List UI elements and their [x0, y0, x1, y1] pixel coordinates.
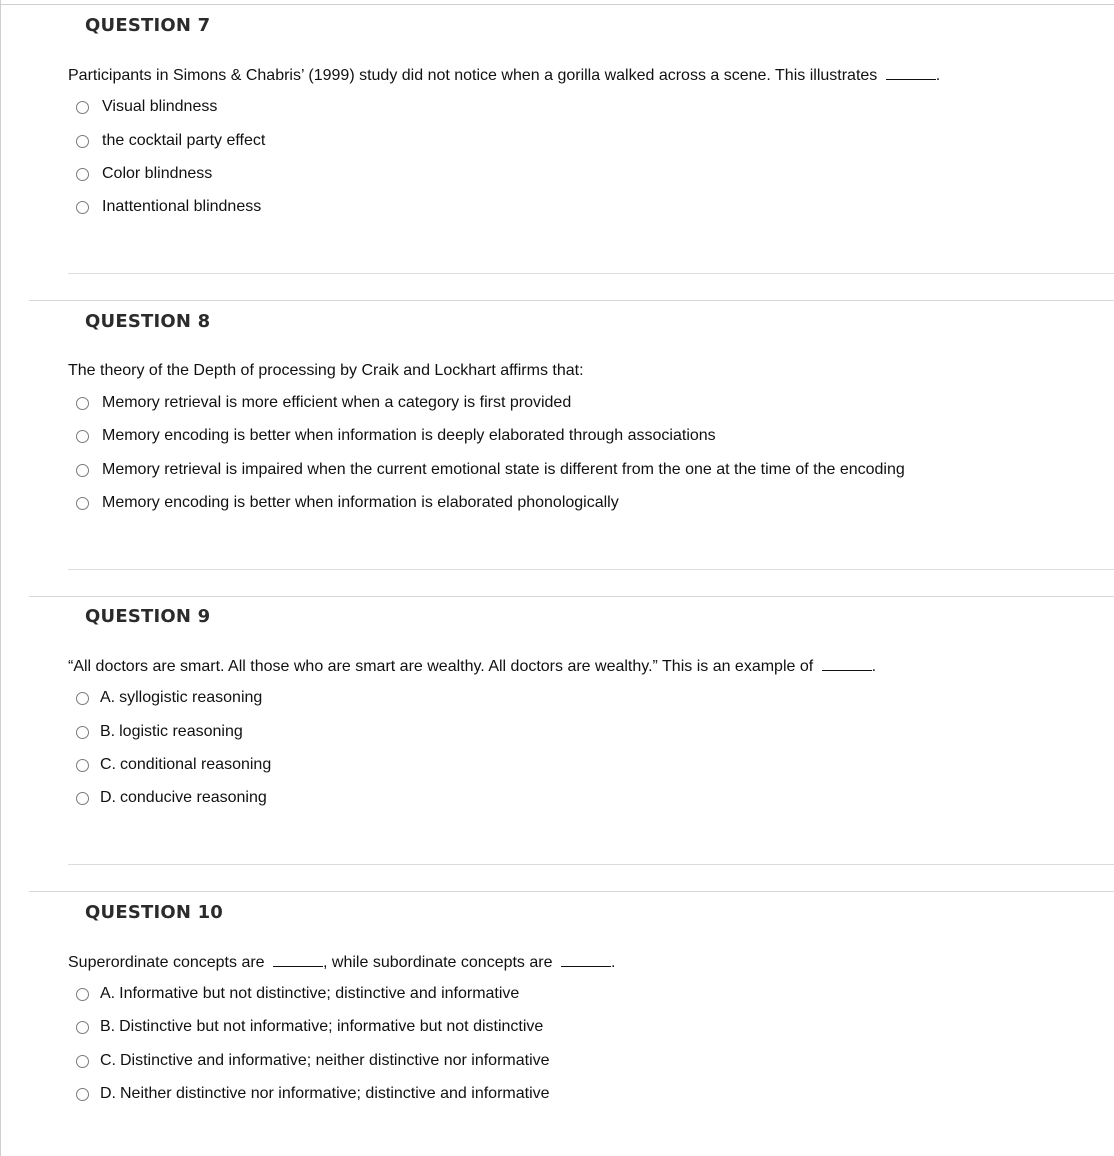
- answer-blank: [822, 656, 872, 671]
- option-inattentional-blindness[interactable]: [76, 197, 261, 217]
- question-title: QUESTION 8: [85, 311, 211, 332]
- question-divider: [68, 273, 1114, 274]
- radio-button[interactable]: [76, 168, 89, 181]
- option-a[interactable]: [76, 984, 519, 1004]
- option-letter: C.: [100, 756, 116, 773]
- option-label: conditional reasoning: [120, 756, 272, 773]
- radio-button[interactable]: [76, 497, 89, 510]
- radio-button[interactable]: [76, 201, 89, 214]
- question-prompt: [68, 952, 615, 973]
- option-encoding-phonological[interactable]: [76, 493, 619, 513]
- radio-button[interactable]: [76, 1088, 89, 1101]
- prompt-text: “All doctors are smart. All those who are smart are wealthy. All doctors are wealthy.” This is an example of: [68, 658, 814, 675]
- radio-button[interactable]: [76, 135, 89, 148]
- prompt-text: The theory of the Depth of processing by Craik and Lockhart affirms that:: [68, 362, 584, 379]
- option-letter: B.: [100, 1018, 116, 1035]
- option-letter: C.: [100, 1052, 116, 1069]
- answer-blank: [273, 952, 323, 967]
- option-retrieval-emotional-state[interactable]: [76, 460, 905, 480]
- option-label: Visual blindness: [102, 98, 218, 115]
- question-title: QUESTION 7: [85, 15, 211, 36]
- question-separator: [29, 300, 1114, 301]
- question-prompt: [68, 656, 876, 677]
- question-prompt: [68, 361, 584, 381]
- radio-button[interactable]: [76, 397, 89, 410]
- option-letter: D.: [100, 1085, 116, 1102]
- option-c[interactable]: [76, 1051, 550, 1071]
- option-letter: B.: [100, 723, 116, 740]
- prompt-end: .: [610, 954, 616, 971]
- option-letter: D.: [100, 789, 116, 806]
- option-label: Informative but not distinctive; distinctive and informative: [119, 985, 520, 1002]
- question-title: QUESTION 10: [85, 902, 224, 923]
- radio-button[interactable]: [76, 792, 89, 805]
- option-label: conducive reasoning: [120, 789, 267, 806]
- option-label: Memory retrieval is impaired when the current emotional state is different from the one at the time of the encoding: [102, 461, 905, 478]
- option-cocktail-party-effect[interactable]: [76, 131, 265, 151]
- page-frame-top: [0, 4, 1114, 5]
- prompt-text-part-1: Superordinate concepts are: [68, 954, 265, 971]
- option-color-blindness[interactable]: [76, 164, 212, 184]
- option-a[interactable]: [76, 688, 262, 708]
- radio-button[interactable]: [76, 759, 89, 772]
- question-prompt: [68, 65, 940, 86]
- option-letter: A.: [100, 985, 116, 1002]
- question-separator: [29, 596, 1114, 597]
- prompt-end: .: [935, 67, 941, 84]
- option-visual-blindness[interactable]: [76, 97, 217, 117]
- question-title: QUESTION 9: [85, 606, 211, 627]
- option-letter: A.: [100, 689, 116, 706]
- question-divider: [68, 864, 1114, 865]
- option-label: Neither distinctive nor informative; distinctive and informative: [120, 1085, 550, 1102]
- answer-blank: [561, 952, 611, 967]
- option-encoding-associations[interactable]: [76, 426, 716, 446]
- option-label: Inattentional blindness: [102, 198, 262, 215]
- option-label: Distinctive but not informative; informative but not distinctive: [119, 1018, 544, 1035]
- option-d[interactable]: [76, 788, 267, 808]
- option-retrieval-category[interactable]: [76, 393, 571, 413]
- radio-button[interactable]: [76, 464, 89, 477]
- option-label: the cocktail party effect: [102, 132, 266, 149]
- option-c[interactable]: [76, 755, 271, 775]
- prompt-end: .: [871, 658, 877, 675]
- option-b[interactable]: [76, 722, 243, 742]
- option-label: Memory encoding is better when information is deeply elaborated through associations: [102, 427, 716, 444]
- radio-button[interactable]: [76, 692, 89, 705]
- option-label: syllogistic reasoning: [119, 689, 263, 706]
- prompt-text-part-2: , while subordinate concepts are: [323, 954, 553, 971]
- prompt-text: Participants in Simons & Chabris’ (1999) study did not notice when a gorilla walked across a scene. This illustrates: [68, 67, 878, 84]
- question-divider: [68, 569, 1114, 570]
- option-label: Distinctive and informative; neither distinctive nor informative: [120, 1052, 550, 1069]
- option-label: Color blindness: [102, 165, 213, 182]
- option-label: logistic reasoning: [119, 723, 243, 740]
- option-b[interactable]: [76, 1017, 543, 1037]
- option-label: Memory encoding is better when information is elaborated phonologically: [102, 494, 619, 511]
- radio-button[interactable]: [76, 988, 89, 1001]
- question-separator: [29, 891, 1114, 892]
- option-d[interactable]: [76, 1084, 550, 1104]
- radio-button[interactable]: [76, 1055, 89, 1068]
- radio-button[interactable]: [76, 726, 89, 739]
- radio-button[interactable]: [76, 1021, 89, 1034]
- answer-blank: [886, 65, 936, 80]
- radio-button[interactable]: [76, 430, 89, 443]
- radio-button[interactable]: [76, 101, 89, 114]
- option-label: Memory retrieval is more efficient when a category is first provided: [102, 394, 572, 411]
- page-frame-left: [0, 0, 1, 1156]
